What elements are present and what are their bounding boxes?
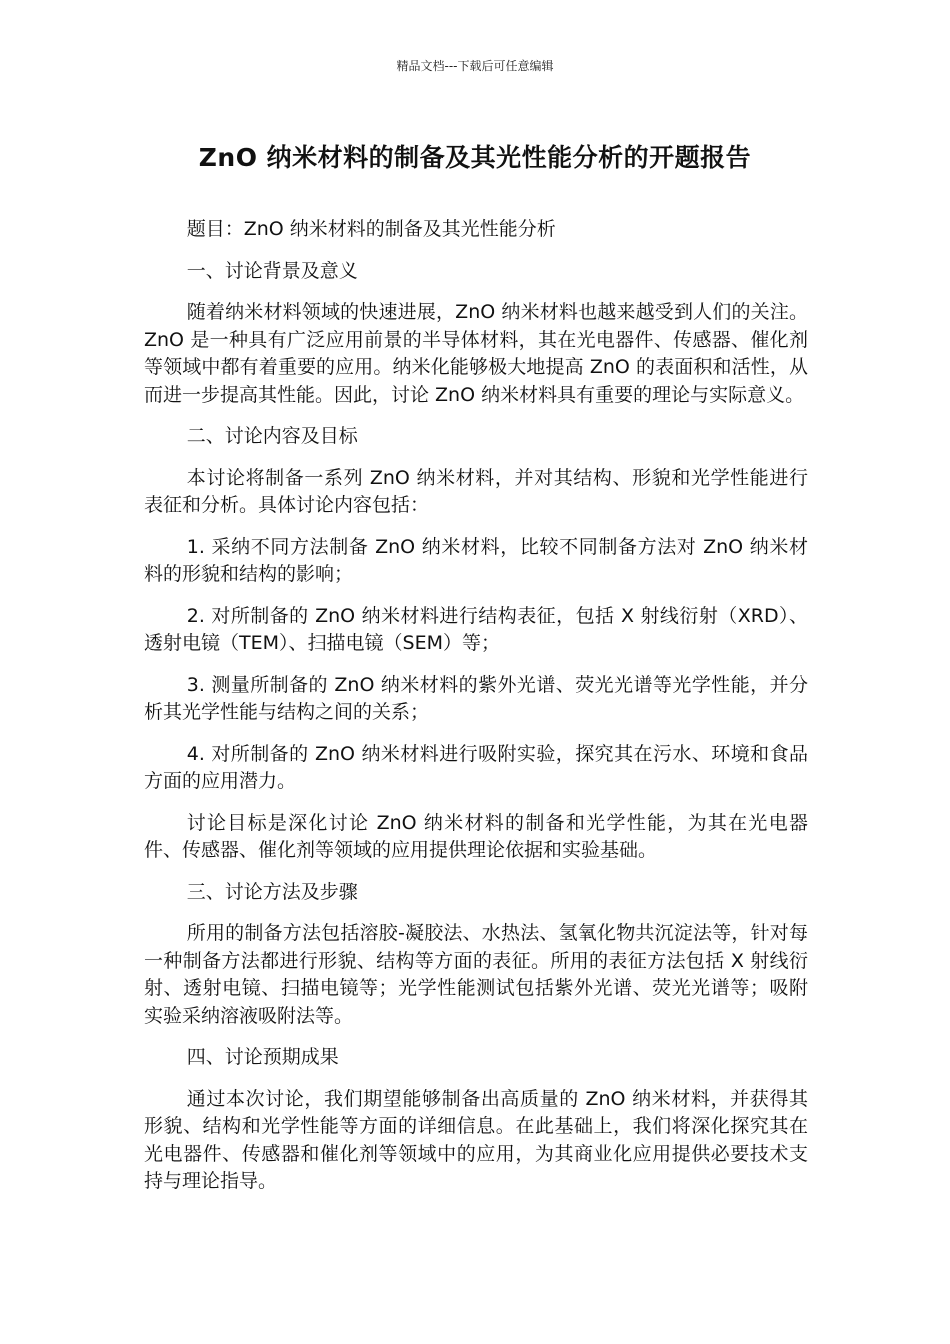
section-heading-background: 一、讨论背景及意义 — [186, 259, 358, 282]
list-item-3: 3. 测量所制备的 ZnO 纳米材料的紫外光谱、荧光光谱等光学性能，并分析其光学性能与结构之间的关系； — [144, 673, 808, 723]
header-note: 精品文档---下载后可任意编辑 — [396, 59, 554, 73]
paragraph-background: 随着纳米材料领域的快速进展，ZnO 纳米材料也越来越受到人们的关注。ZnO 是一种具有广泛应用前景的半导体材料，其在光电器件、传感器、催化剂等领域中都有着重要的应用。纳米化能够极大地提高 ZnO 的表面积和活性，从而进一步提高其性能。因此，讨论 ZnO 纳米材料具有重要的理论与实际意义。 — [144, 301, 808, 406]
list-item-1: 1. 采纳不同方法制备 ZnO 纳米材料，比较不同制备方法对 ZnO 纳米材料的形貌和结构的影响； — [144, 535, 808, 585]
paragraph-content-intro: 本讨论将制备一系列 ZnO 纳米材料，并对其结构、形貌和光学性能进行表征和分析。具体讨论内容包括： — [144, 466, 808, 516]
paragraph-outcomes: 通过本次讨论，我们期望能够制备出高质量的 ZnO 纳米材料，并获得其形貌、结构和光学性能等方面的详细信息。在此基础上，我们将深化探究其在光电器件、传感器和催化剂等领域中的应用，为其商业化应用提供必要技术支持与理论指导。 — [144, 1087, 808, 1192]
section-heading-outcomes: 四、讨论预期成果 — [186, 1046, 339, 1068]
document-title: ZnO 纳米材料的制备及其光性能分析的开题报告 — [198, 143, 752, 172]
section-heading-content: 二、讨论内容及目标 — [186, 425, 358, 447]
list-item-4: 4. 对所制备的 ZnO 纳米材料进行吸附实验，探究其在污水、环境和食品方面的应用潜力。 — [144, 742, 808, 792]
document-body — [144, 216, 808, 1210]
list-item-2: 2. 对所制备的 ZnO 纳米材料进行结构表征，包括 X 射线衍射（XRD）、透射电镜（TEM）、扫描电镜（SEM）等； — [144, 604, 808, 654]
paragraph-methods: 所用的制备方法包括溶胶-凝胶法、水热法、氢氧化物共沉淀法等，针对每一种制备方法都进行形貌、结构等方面的表征。所用的表征方法包括 X 射线衍射、透射电镜、扫描电镜等；光学性能测试包括紫外光谱、荧光光谱等；吸附实验采纳溶液吸附法等。 — [144, 922, 808, 1027]
topic-line: 题目：ZnO 纳米材料的制备及其光性能分析 — [186, 218, 556, 240]
section-heading-methods: 三、讨论方法及步骤 — [186, 880, 358, 903]
paragraph-goals: 讨论目标是深化讨论 ZnO 纳米材料的制备和光学性能，为其在光电器件、传感器、催化剂等领域的应用提供理论依据和实验基础。 — [144, 811, 808, 861]
